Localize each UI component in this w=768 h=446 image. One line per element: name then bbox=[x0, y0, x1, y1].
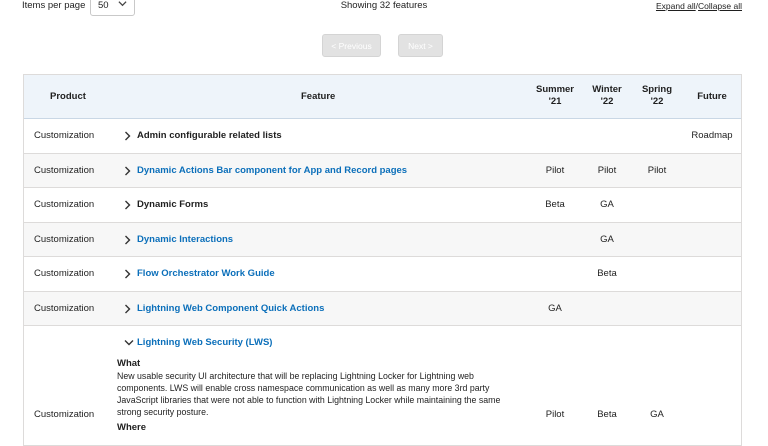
row-summer-status: GA bbox=[548, 302, 562, 314]
chevron-right-icon bbox=[124, 235, 131, 245]
row-future-status bbox=[686, 154, 738, 188]
row-winter-status bbox=[581, 119, 633, 153]
row-winter-status: Pilot bbox=[597, 164, 617, 176]
details-where-heading: Where bbox=[117, 422, 147, 433]
header-spring bbox=[631, 84, 683, 108]
expand-row-toggle[interactable] bbox=[122, 223, 132, 257]
header-future: Future bbox=[697, 91, 727, 102]
row-summer-status bbox=[529, 223, 581, 257]
row-summer-status: Pilot bbox=[545, 409, 565, 420]
chevron-right-icon bbox=[124, 131, 131, 141]
row-product: Customization bbox=[34, 302, 95, 314]
row-product: Customization bbox=[34, 199, 95, 210]
header-winter-season: Winter bbox=[592, 84, 622, 95]
header-summer-year: '21 bbox=[548, 96, 562, 107]
row-spring-status bbox=[631, 257, 683, 291]
chevron-down-icon bbox=[124, 339, 134, 346]
row-winter-status: GA bbox=[600, 199, 614, 210]
collapse-all-link[interactable]: Collapse all bbox=[698, 1, 742, 11]
row-feature-link[interactable]: Flow Orchestrator Work Guide bbox=[137, 268, 275, 279]
row-spring-status bbox=[631, 292, 683, 326]
row-feature-name[interactable]: Dynamic Forms bbox=[137, 199, 209, 210]
row-spring-status bbox=[631, 223, 683, 257]
items-per-page-label: Items per page bbox=[22, 0, 86, 11]
table-header bbox=[24, 75, 741, 119]
row-product: Customization bbox=[34, 409, 95, 420]
features-table bbox=[23, 74, 742, 446]
row-future-status bbox=[686, 257, 738, 291]
previous-button[interactable]: < Previous bbox=[322, 34, 381, 57]
table-row bbox=[24, 188, 741, 223]
row-summer-status bbox=[529, 119, 581, 153]
table-row bbox=[24, 257, 741, 292]
row-future-status bbox=[686, 223, 738, 257]
details-what-heading: What bbox=[117, 358, 141, 369]
header-spring-season: Spring bbox=[641, 84, 673, 95]
expand-collapse-links bbox=[656, 1, 742, 11]
chevron-right-icon bbox=[124, 200, 131, 210]
row-product: Customization bbox=[34, 233, 95, 245]
row-future-status bbox=[686, 188, 738, 222]
next-button[interactable]: Next > bbox=[398, 34, 443, 57]
showing-count: Showing 32 features bbox=[340, 0, 428, 11]
header-summer-season: Summer bbox=[535, 84, 574, 95]
row-future-status bbox=[686, 292, 738, 326]
row-winter-status: Beta bbox=[597, 409, 617, 420]
row-winter-status: GA bbox=[600, 233, 614, 245]
items-per-page-value: 50 bbox=[98, 0, 109, 11]
header-winter-year: '22 bbox=[600, 96, 614, 107]
toolbar bbox=[0, 0, 768, 16]
row-spring-status: GA bbox=[650, 409, 664, 420]
header-summer bbox=[529, 84, 581, 108]
row-feature-link[interactable]: Dynamic Actions Bar component for App and Record pages bbox=[137, 164, 408, 176]
row-product: Customization bbox=[34, 268, 95, 279]
row-feature-name[interactable]: Admin configurable related lists bbox=[137, 130, 282, 141]
row-summer-status: Beta bbox=[545, 199, 565, 210]
row-summer-status bbox=[529, 257, 581, 291]
chevron-right-icon bbox=[124, 269, 131, 279]
feature-details bbox=[117, 358, 517, 434]
header-feature: Feature bbox=[301, 91, 336, 102]
row-product: Customization bbox=[34, 130, 95, 141]
table-row-expanded bbox=[24, 326, 741, 446]
table-row bbox=[24, 119, 741, 154]
link-separator: / bbox=[695, 1, 699, 11]
row-winter-status: Beta bbox=[597, 268, 617, 279]
row-product: Customization bbox=[34, 164, 95, 176]
chevron-right-icon bbox=[124, 166, 131, 176]
expand-row-toggle[interactable] bbox=[122, 119, 132, 153]
expand-row-toggle[interactable] bbox=[122, 292, 132, 326]
chevron-right-icon bbox=[124, 304, 131, 314]
row-feature-link[interactable]: Lightning Web Security (LWS) bbox=[137, 337, 273, 348]
row-feature-link[interactable]: Dynamic Interactions bbox=[137, 233, 234, 245]
header-winter bbox=[581, 84, 633, 108]
details-what-text: New usable security UI architecture that will be replacing Lightning Locker for Lightning web components. LWS will enable cross namespace communication as well as many more 3rd party JavaScript libraries that were not able to function with Lightning Locker while maintaining the same strong security posture. bbox=[117, 371, 501, 417]
table-row bbox=[24, 292, 741, 327]
expand-row-toggle[interactable] bbox=[122, 257, 132, 291]
row-spring-status bbox=[631, 119, 683, 153]
row-feature-link[interactable]: Lightning Web Component Quick Actions bbox=[137, 302, 325, 314]
header-product: Product bbox=[50, 91, 86, 102]
expand-row-toggle[interactable] bbox=[122, 154, 132, 188]
row-spring-status bbox=[631, 188, 683, 222]
expand-all-link[interactable]: Expand all bbox=[655, 1, 696, 11]
row-winter-status bbox=[581, 292, 633, 326]
row-summer-status: Pilot bbox=[545, 164, 565, 176]
expand-row-toggle[interactable] bbox=[122, 188, 132, 222]
table-row bbox=[24, 223, 741, 258]
collapse-row-toggle[interactable] bbox=[122, 326, 132, 360]
table-row bbox=[24, 154, 741, 189]
row-future-status: Roadmap bbox=[691, 130, 733, 141]
row-spring-status: Pilot bbox=[647, 164, 667, 176]
header-spring-year: '22 bbox=[650, 96, 664, 107]
